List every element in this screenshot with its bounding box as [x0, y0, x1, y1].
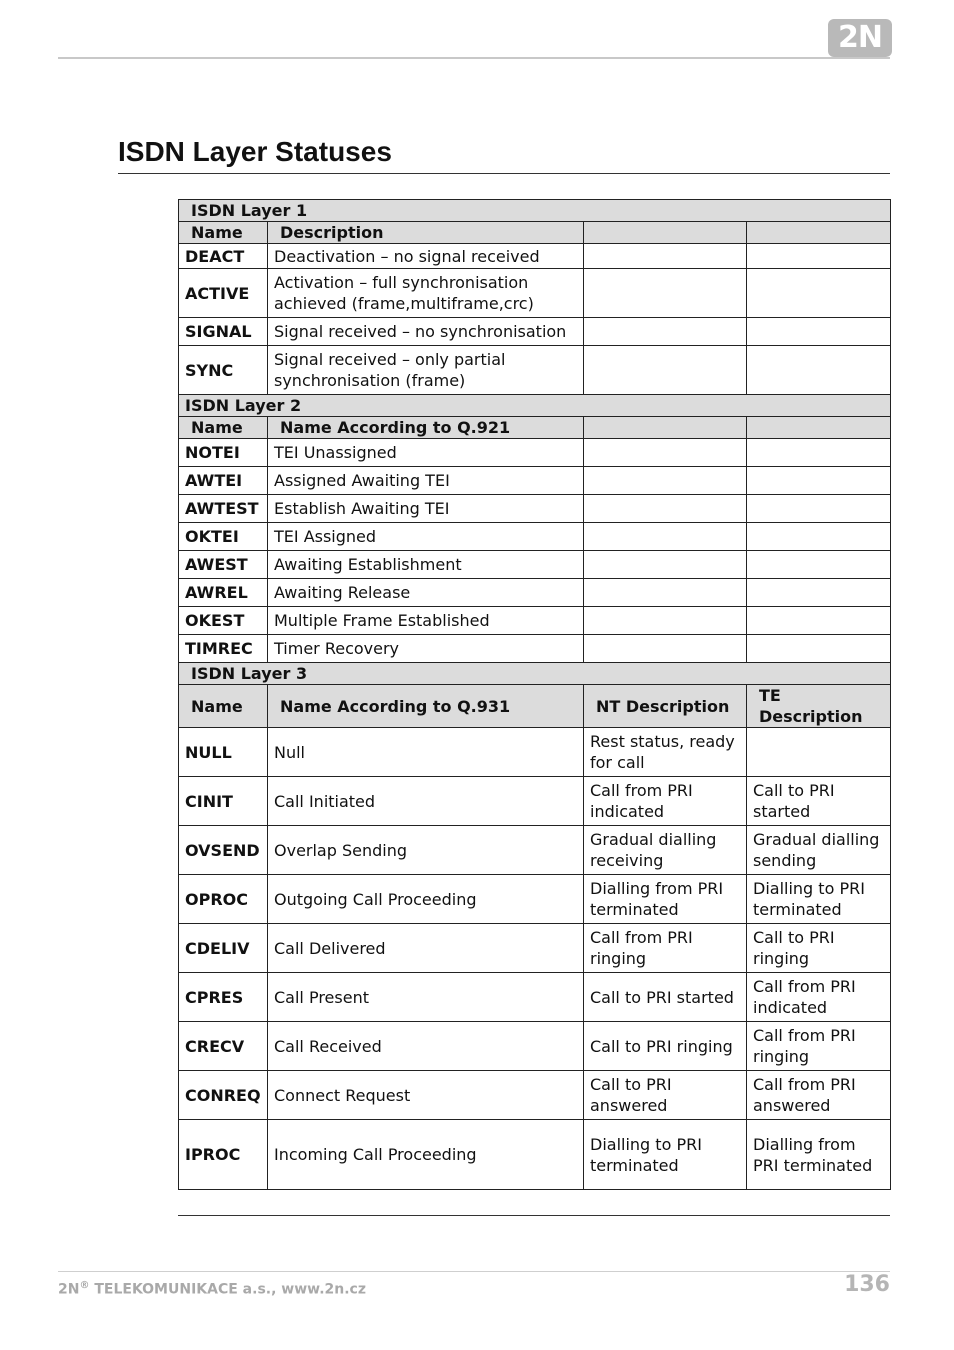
nt-description: Dialling from PRI terminated — [584, 875, 747, 924]
title-rule — [118, 173, 890, 174]
page-title: ISDN Layer Statuses — [118, 136, 392, 167]
column-header — [747, 417, 891, 439]
nt-description: Rest status, ready for call — [584, 728, 747, 777]
status-description: Call Delivered — [268, 924, 584, 973]
status-name: DEACT — [179, 244, 268, 269]
status-name: OVSEND — [179, 826, 268, 875]
te-description — [747, 579, 891, 607]
te-description — [747, 551, 891, 579]
status-description: Multiple Frame Established — [268, 607, 584, 635]
status-description: TEI Assigned — [268, 523, 584, 551]
isdn-status-table — [178, 199, 891, 1190]
status-description: Awaiting Establishment — [268, 551, 584, 579]
nt-description — [584, 635, 747, 663]
te-description — [747, 728, 891, 777]
table-row — [179, 826, 891, 875]
table-row — [179, 467, 891, 495]
status-description: Activation – full synchronisation achieved (frame,multiframe,crc) — [268, 269, 584, 318]
te-description — [747, 607, 891, 635]
nt-description — [584, 467, 747, 495]
status-name: NULL — [179, 728, 268, 777]
column-header — [584, 222, 747, 244]
header-row-layer2 — [179, 417, 891, 439]
te-description — [747, 467, 891, 495]
section-title: ISDN Layer 1 — [179, 200, 891, 222]
nt-description: Call to PRI started — [584, 973, 747, 1022]
nt-description — [584, 579, 747, 607]
status-description: Call Present — [268, 973, 584, 1022]
nt-description: Gradual dialling receiving — [584, 826, 747, 875]
table-row — [179, 269, 891, 318]
table-row — [179, 1071, 891, 1120]
status-name: ACTIVE — [179, 269, 268, 318]
column-header — [584, 417, 747, 439]
status-description: Outgoing Call Proceeding — [268, 875, 584, 924]
column-header — [747, 222, 891, 244]
table-row — [179, 318, 891, 346]
nt-description — [584, 346, 747, 395]
column-header: Name — [179, 222, 268, 244]
te-description: Call from PRI answered — [747, 1071, 891, 1120]
nt-description: Call to PRI answered — [584, 1071, 747, 1120]
status-name: AWEST — [179, 551, 268, 579]
te-description — [747, 318, 891, 346]
status-name: CONREQ — [179, 1071, 268, 1120]
status-description: Connect Request — [268, 1071, 584, 1120]
te-description: Dialling from PRI terminated — [747, 1120, 891, 1190]
te-description: Gradual dialling sending — [747, 826, 891, 875]
status-name: AWTEST — [179, 495, 268, 523]
column-header: Description — [268, 222, 584, 244]
nt-description: Call from PRI indicated — [584, 777, 747, 826]
section-title: ISDN Layer 2 — [179, 395, 891, 417]
table-row — [179, 924, 891, 973]
table-row — [179, 1120, 891, 1190]
te-description — [747, 244, 891, 269]
status-name: AWREL — [179, 579, 268, 607]
nt-description: Call to PRI ringing — [584, 1022, 747, 1071]
table-row — [179, 439, 891, 467]
status-description: Call Received — [268, 1022, 584, 1071]
status-name: SIGNAL — [179, 318, 268, 346]
header-row-layer1 — [179, 222, 891, 244]
nt-description — [584, 495, 747, 523]
status-name: IPROC — [179, 1120, 268, 1190]
footer-rule — [58, 1271, 890, 1272]
te-description — [747, 523, 891, 551]
te-description — [747, 346, 891, 395]
status-description: Call Initiated — [268, 777, 584, 826]
footer-company: 2N® TELEKOMUNIKACE a.s., www.2n.cz — [58, 1280, 366, 1298]
table-row — [179, 495, 891, 523]
column-header: Name According to Q.921 — [268, 417, 584, 439]
section-row-layer1 — [179, 200, 891, 222]
te-description: Call from PRI indicated — [747, 973, 891, 1022]
nt-description: Call from PRI ringing — [584, 924, 747, 973]
status-description: Establish Awaiting TEI — [268, 495, 584, 523]
column-header: NT Description — [584, 685, 747, 728]
column-header: Name According to Q.931 — [268, 685, 584, 728]
status-name: CDELIV — [179, 924, 268, 973]
te-description: Dialling to PRI terminated — [747, 875, 891, 924]
status-description: TEI Unassigned — [268, 439, 584, 467]
status-name: SYNC — [179, 346, 268, 395]
status-description: Null — [268, 728, 584, 777]
nt-description — [584, 318, 747, 346]
status-description: Deactivation – no signal received — [268, 244, 584, 269]
status-name: NOTEI — [179, 439, 268, 467]
te-description — [747, 635, 891, 663]
status-name: AWTEI — [179, 467, 268, 495]
table-row — [179, 346, 891, 395]
te-description: Call from PRI ringing — [747, 1022, 891, 1071]
table-row — [179, 1022, 891, 1071]
status-description: Assigned Awaiting TEI — [268, 467, 584, 495]
table-bottom-rule — [178, 1215, 890, 1216]
section-title: ISDN Layer 3 — [179, 663, 891, 685]
table-row — [179, 579, 891, 607]
status-description: Overlap Sending — [268, 826, 584, 875]
nt-description — [584, 439, 747, 467]
table-row — [179, 607, 891, 635]
nt-description — [584, 607, 747, 635]
section-row-layer3 — [179, 663, 891, 685]
status-name: TIMREC — [179, 635, 268, 663]
table-row — [179, 244, 891, 269]
table-row — [179, 523, 891, 551]
nt-description — [584, 269, 747, 318]
nt-description — [584, 523, 747, 551]
page-number: 136 — [844, 1272, 890, 1297]
status-name: OPROC — [179, 875, 268, 924]
nt-description: Dialling to PRI terminated — [584, 1120, 747, 1190]
status-name: CINIT — [179, 777, 268, 826]
column-header: TE Description — [747, 685, 891, 728]
table-row — [179, 973, 891, 1022]
column-header: Name — [179, 417, 268, 439]
table-row — [179, 635, 891, 663]
te-description — [747, 495, 891, 523]
header-rule — [58, 57, 890, 59]
status-description: Awaiting Release — [268, 579, 584, 607]
status-name: CPRES — [179, 973, 268, 1022]
status-description: Timer Recovery — [268, 635, 584, 663]
status-description: Signal received – no synchronisation — [268, 318, 584, 346]
brand-logo: 2N — [828, 19, 892, 57]
table-row — [179, 777, 891, 826]
te-description: Call to PRI ringing — [747, 924, 891, 973]
table-row — [179, 551, 891, 579]
column-header: Name — [179, 685, 268, 728]
header-row-layer3 — [179, 685, 891, 728]
table-row — [179, 875, 891, 924]
status-name: OKTEI — [179, 523, 268, 551]
nt-description — [584, 244, 747, 269]
te-description: Call to PRI started — [747, 777, 891, 826]
status-description: Incoming Call Proceeding — [268, 1120, 584, 1190]
status-name: OKEST — [179, 607, 268, 635]
te-description — [747, 269, 891, 318]
nt-description — [584, 551, 747, 579]
table-row — [179, 728, 891, 777]
status-description: Signal received – only partial synchronisation (frame) — [268, 346, 584, 395]
section-row-layer2 — [179, 395, 891, 417]
status-name: CRECV — [179, 1022, 268, 1071]
te-description — [747, 439, 891, 467]
